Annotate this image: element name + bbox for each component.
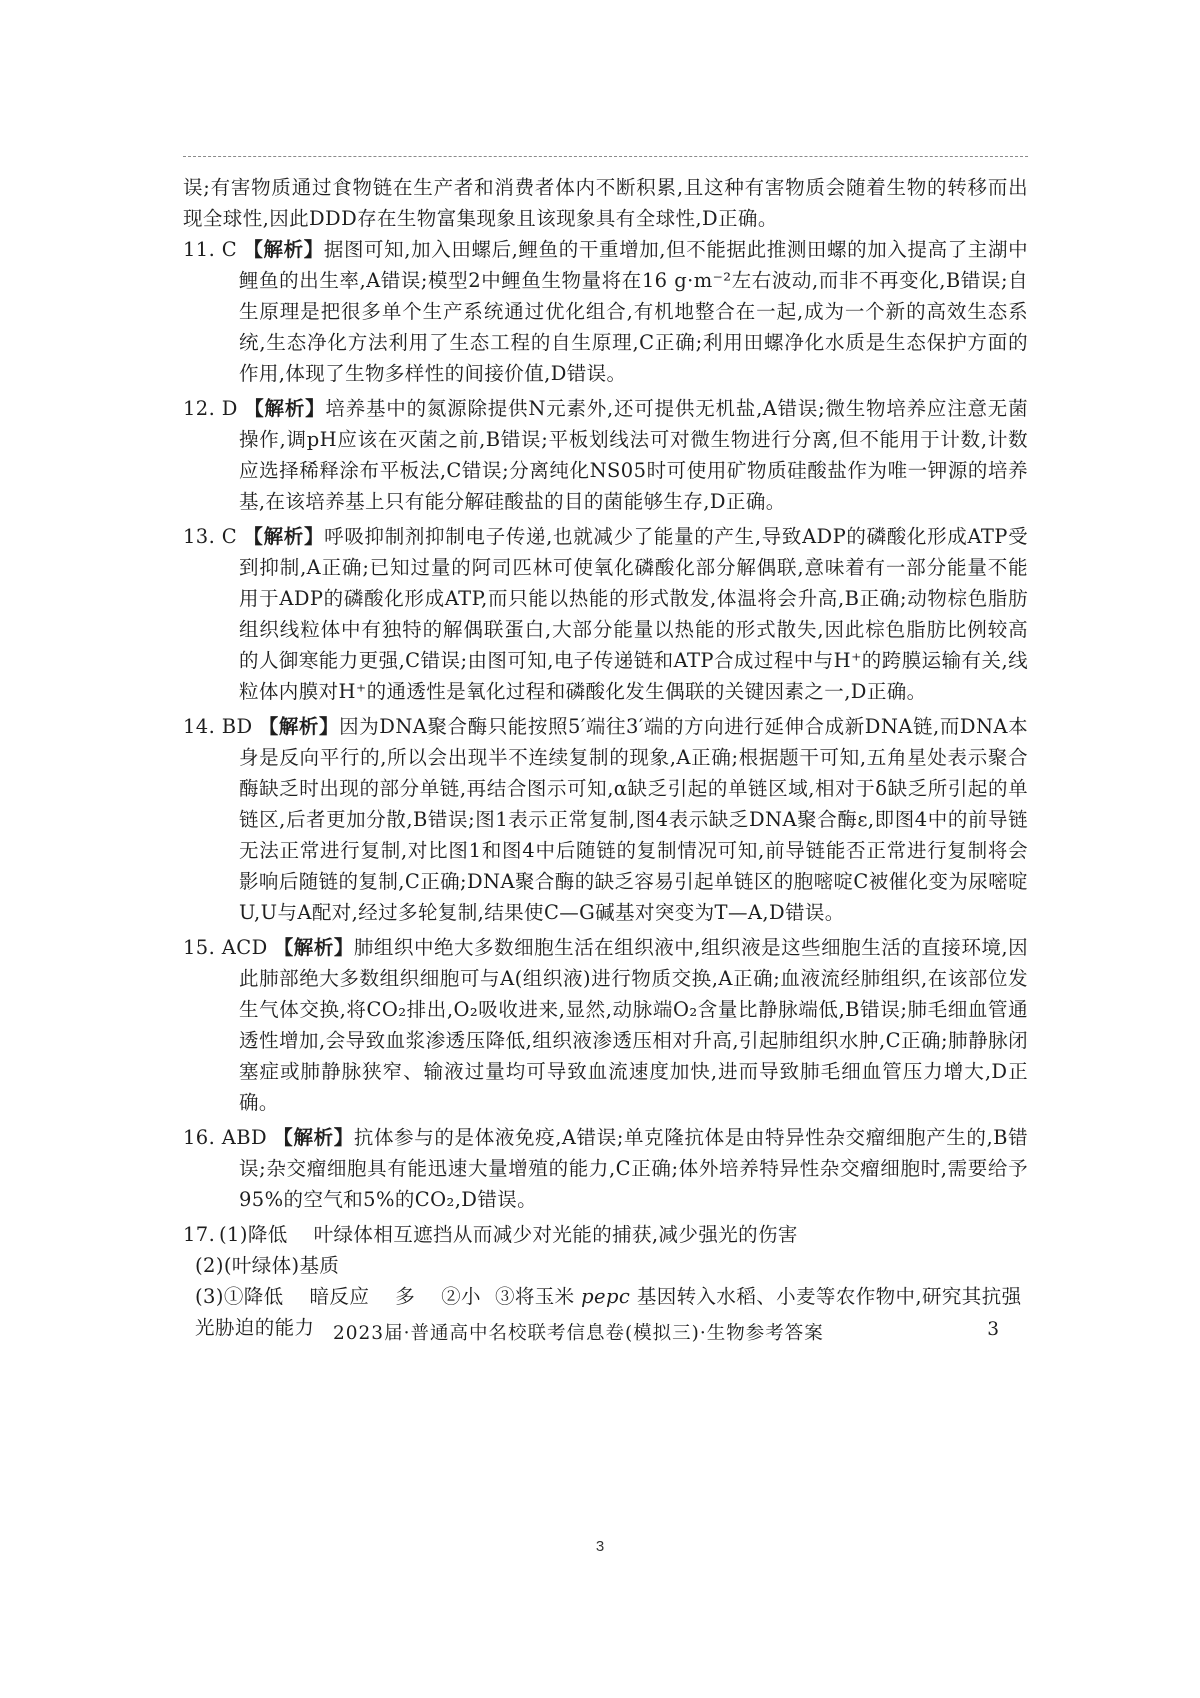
answer-13 — [183, 521, 1028, 707]
part-1-text: 叶绿体相互遮挡从而减少对光能的捕获,减少强光的伤害 — [313, 1223, 798, 1246]
part-3-a: (3)①降低 — [195, 1285, 284, 1308]
answer-text: 呼吸抑制剂抑制电子传递,也就减少了能量的产生,导致ADP的磷酸化形成ATP受到抑制,A正确;已知过量的阿司匹林可使氧化磷酸化部分解偶联,意味着有一部分能量不能用于ADP的磷酸化形成ATP,而只能以热能的形式散发,体温将会升高,B正确;动物棕色脂肪组织线粒体中有独特的解偶联蛋白,大部分能量以热能的形式散失,因此棕色脂肪比例较高的人御寒能力更强,C错误;由图可知,电子传递链和ATP合成过程中与H⁺的跨膜运输有关,线粒体内膜对H⁺的通透性是氧化过程和磷酸化发生偶联的关键因素之一,D正确。 — [239, 525, 1029, 703]
part-3-c: 多 — [395, 1285, 416, 1308]
answer-content — [183, 172, 1028, 1343]
header-divider — [183, 156, 1028, 157]
answer-text: 因为DNA聚合酶只能按照5′端往3′端的方向进行延伸合成新DNA链,而DNA本身是反向平行的,所以会出现半不连续复制的现象,A正确;根据题干可知,五角星处表示聚合酶缺乏时出现的部分单链,再结合图示可知,α缺乏引起的单链区域,相对于δ缺乏所引起的单链区,后者更加分散,B错误;图1表示正常复制,图4表示缺乏DNA聚合酶ε,即图4中的前导链无法正常进行复制,对比图1和图4中后随链的复制情况可知,前导链能否正常进行复制将会影响后随链的复制,C正确;DNA聚合酶的缺乏容易引起单链区的胞嘧啶C被催化变为尿嘧啶U,U与A配对,经过多轮复制,结果使C—G碱基对突变为T—A,D错误。 — [239, 715, 1028, 924]
answer-12 — [183, 393, 1028, 517]
answer-15 — [183, 932, 1028, 1118]
answer-11 — [183, 234, 1028, 389]
answer-text: 培养基中的氮源除提供N元素外,还可提供无机盐,A错误;微生物培养应注意无菌操作,调pH应该在灭菌之前,B错误;平板划线法可对微生物进行分离,但不能用于计数,计数应选择稀释涂布平板法,C错误;分离纯化NS05时可使用矿物质硅酸盐作为唯一钾源的培养基,在该培养基上只有能分解硅酸盐的目的菌能够生存,D正确。 — [239, 397, 1028, 513]
analysis-tag: 【解析】 — [273, 1126, 354, 1149]
continuation-paragraph: 误;有害物质通过食物链在生产者和消费者体内不断积累,且这种有害物质会随着生物的转移而出现全球性,因此DDD存在生物富集现象且该现象具有全球性,D正确。 — [183, 176, 1028, 230]
footer-title: 2023届·普通高中名校联考信息卷(模拟三)·生物参考答案 — [333, 1323, 824, 1344]
answer-number: 16. ABD — [183, 1126, 268, 1149]
analysis-tag: 【解析】 — [243, 397, 326, 420]
analysis-tag: 【解析】 — [273, 936, 354, 959]
answer-number: 14. BD — [183, 715, 253, 738]
answer-16 — [183, 1122, 1028, 1215]
answer-17-part-1 — [183, 1219, 1028, 1250]
answer-text: 据图可知,加入田螺后,鲤鱼的干重增加,但不能据此推测田螺的加入提高了主湖中鲤鱼的出生率,A错误;模型2中鲤鱼生物量将在16 g·m⁻²左右波动,而非不再变化,B错误;自生原理是把很多单个生产系统通过优化组合,有机地整合在一起,成为一个新的高效生态系统,生态净化方法利用了生态工程的自生原理,C正确;利用田螺净化水质是生态保护方面的作用,体现了生物多样性的间接价值,D错误。 — [239, 238, 1028, 385]
analysis-tag: 【解析】 — [243, 525, 325, 548]
gene-name: pepc — [581, 1285, 631, 1308]
answer-17-part-2: (2)(叶绿体)基质 — [195, 1254, 340, 1277]
answer-number: 17. — [183, 1223, 216, 1246]
answer-number: 13. C — [183, 525, 238, 548]
answer-14 — [183, 711, 1028, 928]
answer-number: 11. C — [183, 238, 238, 261]
answer-number: 15. ACD — [183, 936, 268, 959]
page-number: 3 — [595, 1538, 605, 1555]
answer-text: 抗体参与的是体液免疫,A错误;单克隆抗体是由特异性杂交瘤细胞产生的,B错误;杂交瘤细胞具有能迅速大量增殖的能力,C正确;体外培养特异性杂交瘤细胞时,需要给予95%的空气和5%的CO₂,D错误。 — [239, 1126, 1028, 1211]
analysis-tag: 【解析】 — [243, 238, 324, 261]
part-3-d: ②小 — [441, 1285, 481, 1308]
part-3-e-pre: ③将玉米 — [494, 1285, 575, 1308]
footer-page-number: 3 — [987, 1319, 1000, 1340]
answer-number: 12. D — [183, 397, 238, 420]
answer-text: 肺组织中绝大多数细胞生活在组织液中,组织液是这些细胞生活的直接环境,因此肺部绝大多数组织细胞可与A(组织液)进行物质交换,A正确;血液流经肺组织,在该部位发生气体交换,将CO₂排出,O₂吸收进来,显然,动脉端O₂含量比静脉端低,B错误;肺毛细血管通透性增加,会导致血浆渗透压降低,组织液渗透压相对升高,引起肺组织水肿,C正确;肺静脉闭塞症或肺静脉狭窄、输液过量均可导致血流速度加快,进而导致肺毛细血管压力增大,D正确。 — [239, 936, 1028, 1114]
part-1-label: (1)降低 — [219, 1223, 288, 1246]
part-3-e-post: 基因转入水稻、小麦等农作物中,研究其抗强光胁迫的能力 — [195, 1285, 1022, 1339]
analysis-tag: 【解析】 — [258, 715, 340, 738]
part-3-b: 暗反应 — [309, 1285, 370, 1308]
